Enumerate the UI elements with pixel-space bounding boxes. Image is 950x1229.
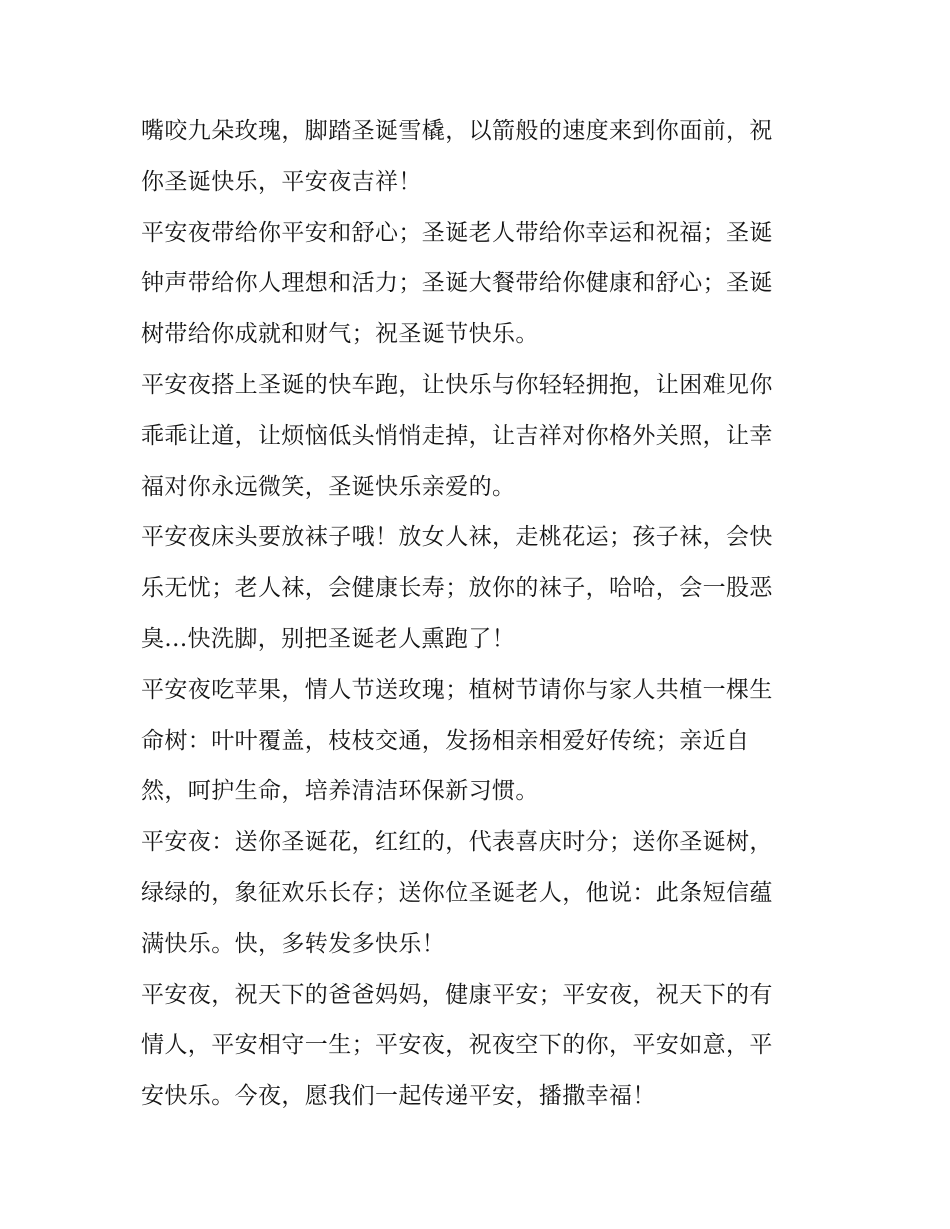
text-line: 乖乖让道，让烦恼低头悄悄走掉，让吉祥对你格外关照，让幸 <box>141 422 773 449</box>
text-line: 乐无忧；老人袜，会健康长寿；放你的袜子，哈哈，会一股恶 <box>141 575 773 602</box>
text-line: 福对你永远微笑，圣诞快乐亲爱的。 <box>141 473 516 500</box>
paragraph-1 <box>141 106 813 208</box>
document-body <box>141 106 813 1122</box>
text-line: 绿绿的，象征欢乐长存；送你位圣诞老人，他说：此条短信蕴 <box>141 879 773 906</box>
text-line: 命树：叶叶覆盖，枝枝交通，发扬相亲相爱好传统；亲近自 <box>141 727 750 754</box>
paragraph-5 <box>141 665 813 817</box>
paragraph-7 <box>141 970 813 1122</box>
text-line: 然，呵护生命，培养清洁环保新习惯。 <box>141 778 539 805</box>
text-line: 平安夜搭上圣诞的快车跑，让快乐与你轻轻拥抱，让困难见你 <box>141 371 773 398</box>
text-line: 安快乐。今夜，愿我们一起传递平安，播撒幸福！ <box>141 1083 656 1110</box>
text-line: 平安夜床头要放袜子哦！放女人袜，走桃花运；孩子袜，会快 <box>141 524 773 551</box>
paragraph-3 <box>141 360 813 512</box>
paragraph-4 <box>141 512 813 664</box>
text-line: 钟声带给你人理想和活力；圣诞大餐带给你健康和舒心；圣诞 <box>141 270 773 297</box>
paragraph-6 <box>141 817 813 969</box>
text-line: 情人，平安相守一生；平安夜，祝夜空下的你，平安如意，平 <box>141 1032 773 1059</box>
text-line: 臭...快洗脚，别把圣诞老人熏跑了！ <box>141 625 516 652</box>
text-line: 平安夜，祝天下的爸爸妈妈，健康平安；平安夜，祝天下的有 <box>141 981 773 1008</box>
text-line: 平安夜吃苹果，情人节送玫瑰；植树节请你与家人共植一棵生 <box>141 676 773 703</box>
text-line: 满快乐。快，多转发多快乐！ <box>141 930 446 957</box>
text-line: 嘴咬九朵玫瑰，脚踏圣诞雪橇，以箭般的速度来到你面前，祝 <box>141 118 773 144</box>
text-line: 树带给你成就和财气；祝圣诞节快乐。 <box>141 321 539 348</box>
paragraph-2 <box>141 208 813 360</box>
text-line: 平安夜：送你圣诞花，红红的，代表喜庆时分；送你圣诞树， <box>141 829 773 856</box>
text-line: 平安夜带给你平安和舒心；圣诞老人带给你幸运和祝福；圣诞 <box>141 219 773 246</box>
text-line: 你圣诞快乐，平安夜吉祥！ <box>141 168 422 195</box>
